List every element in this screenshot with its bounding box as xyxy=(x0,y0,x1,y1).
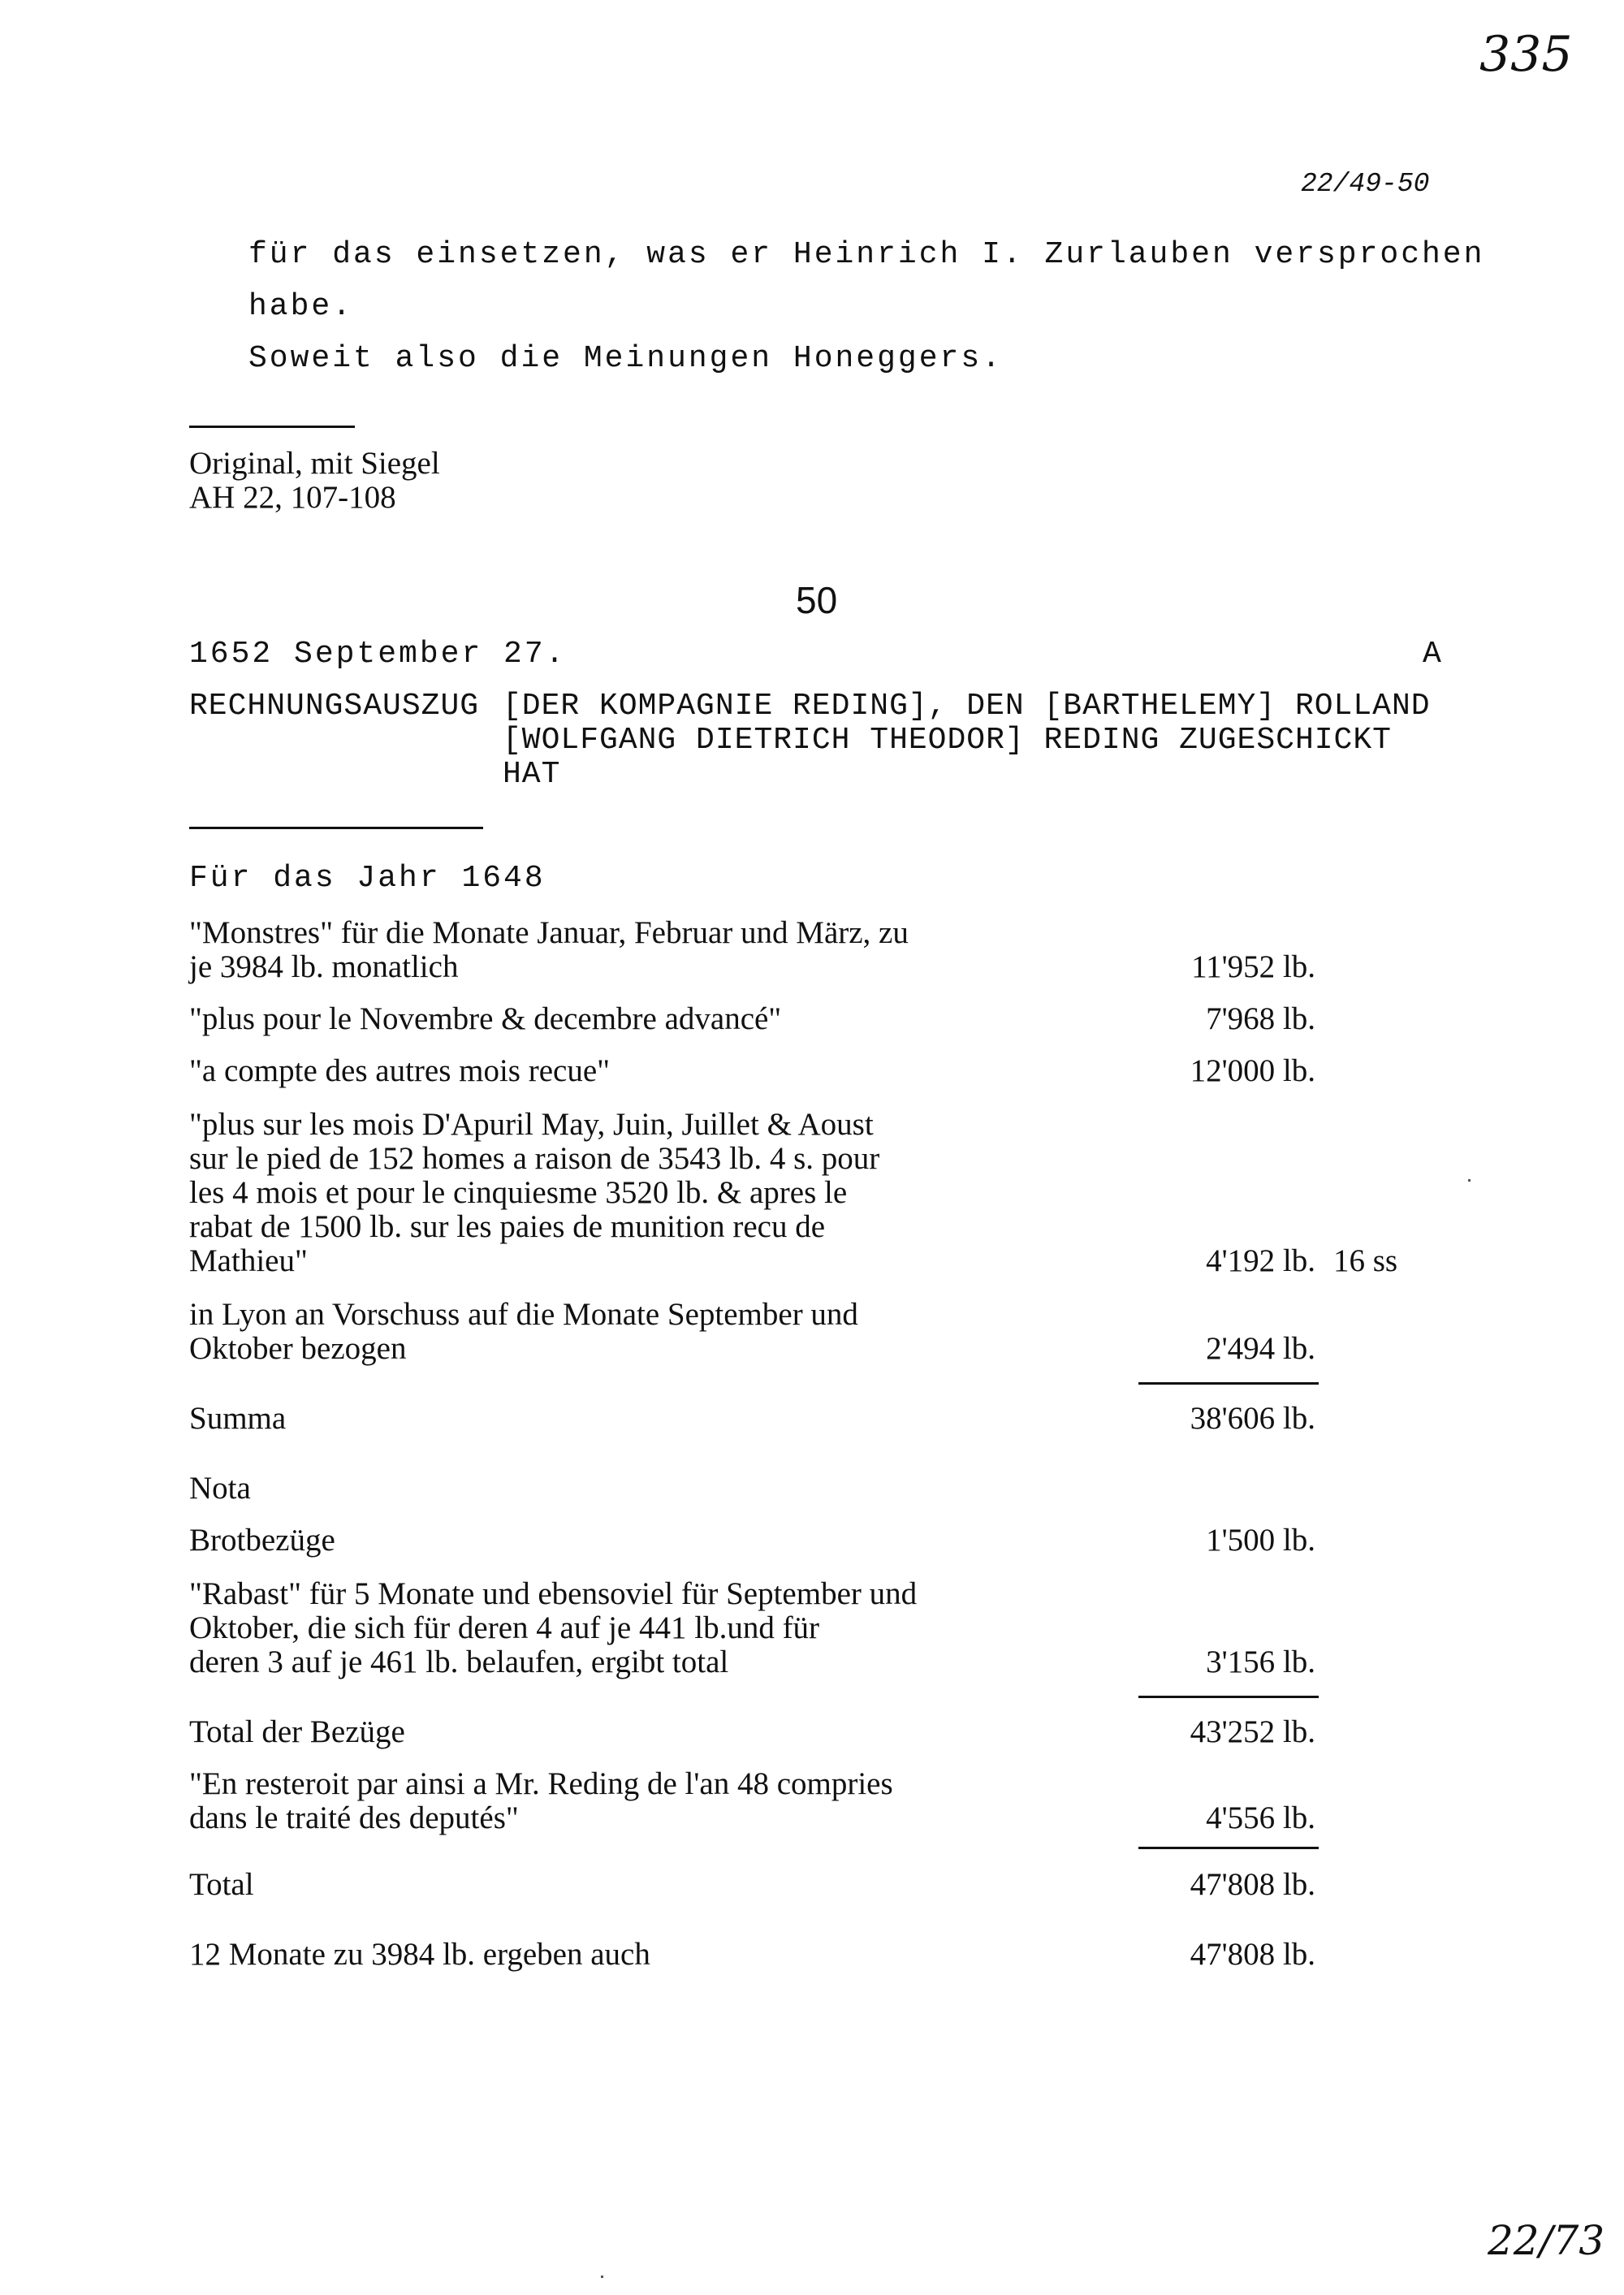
total-amount: 47'808 lb. xyxy=(1190,1867,1315,1902)
rabast-line: "Rabast" für 5 Monate und ebensoviel für September und xyxy=(189,1576,918,1611)
entry-line: rabat de 1500 lb. sur les paies de munition recu de xyxy=(189,1209,826,1244)
resteroit-amount: 4'556 lb. xyxy=(1206,1800,1315,1835)
entry-line: sur le pied de 152 homes a raison de 3543 lb. 4 s. pour xyxy=(189,1141,880,1176)
entry-amount: 2'494 lb. xyxy=(1206,1331,1315,1366)
continuation-line-2: habe. xyxy=(248,289,354,324)
summa-amount: 38'606 lb. xyxy=(1190,1401,1315,1436)
brot-amount: 1'500 lb. xyxy=(1206,1523,1315,1558)
resteroit-line: dans le traité des deputés" xyxy=(189,1800,519,1835)
check-label: 12 Monate zu 3984 lb. ergeben auch xyxy=(189,1937,650,1972)
year-heading: Für das Jahr 1648 xyxy=(189,861,546,896)
handwritten-page-number: 335 xyxy=(1479,26,1573,83)
entry-amount: 11'952 lb. xyxy=(1191,949,1315,984)
sum-rule xyxy=(1138,1847,1319,1849)
title-line-2: [WOLFGANG DIETRICH THEODOR] REDING ZUGESCHICKT xyxy=(503,723,1392,758)
entry-line: je 3984 lb. monatlich xyxy=(189,949,459,984)
total-label: Total xyxy=(189,1867,254,1902)
entry-amount: 7'968 lb. xyxy=(1206,1001,1315,1036)
rabast-line: Oktober, die sich für deren 4 auf je 441 lb.und für xyxy=(189,1610,820,1645)
separator-rule xyxy=(189,426,355,428)
entry-amount-shillings: 16 ss xyxy=(1333,1243,1398,1278)
title-line-1: [DER KOMPAGNIE REDING], DEN [BARTHELEMY] ROLLAND xyxy=(503,689,1431,724)
entry-line: "plus sur les mois D'Apuril May, Juin, Juillet & Aoust xyxy=(189,1107,874,1142)
source-note-line-2: AH 22, 107-108 xyxy=(189,480,396,515)
continuation-line-3: Soweit also die Meinungen Honeggers. xyxy=(248,341,1003,376)
entry-line: "plus pour le Novembre & decembre advancé" xyxy=(189,1001,782,1036)
total-bezuege-amount: 43'252 lb. xyxy=(1190,1714,1315,1749)
entry-line: Oktober bezogen xyxy=(189,1331,407,1366)
rabast-line: deren 3 auf je 461 lb. belaufen, ergibt total xyxy=(189,1645,729,1679)
entry-line: "Monstres" für die Monate Januar, Februar und März, zu xyxy=(189,915,909,950)
title-separator-rule xyxy=(189,827,483,829)
rabast-amount: 3'156 lb. xyxy=(1206,1645,1315,1679)
check-amount: 47'808 lb. xyxy=(1190,1937,1315,1972)
document-date: 1652 September 27. xyxy=(189,637,567,672)
entry-line: in Lyon an Vorschuss auf die Monate September und xyxy=(189,1297,858,1332)
continuation-line-1: für das einsetzen, was er Heinrich I. Zurlauben versprochen xyxy=(248,237,1485,272)
resteroit-line: "En resteroit par ainsi a Mr. Reding de l'an 48 compries xyxy=(189,1766,893,1801)
document-marker: A xyxy=(1423,637,1441,672)
entry-amount: 12'000 lb. xyxy=(1190,1053,1315,1088)
scan-speck xyxy=(601,2276,603,2278)
document-number: 50 xyxy=(796,579,838,621)
total-bezuege-label: Total der Bezüge xyxy=(189,1714,405,1749)
scan-speck xyxy=(1468,1179,1471,1182)
title-line-3: HAT xyxy=(503,757,561,792)
title-label: RECHNUNGSAUSZUG xyxy=(189,689,480,724)
handwritten-folio-number: 22/73 xyxy=(1488,2217,1605,2264)
entry-line: les 4 mois et pour le cinquiesme 3520 lb. & apres le xyxy=(189,1175,848,1210)
sum-rule xyxy=(1138,1382,1319,1385)
brot-label: Brotbezüge xyxy=(189,1523,335,1558)
summa-label: Summa xyxy=(189,1401,287,1436)
archive-reference: 22/49-50 xyxy=(1301,169,1430,199)
entry-amount: 4'192 lb. xyxy=(1206,1243,1315,1278)
source-note-line-1: Original, mit Siegel xyxy=(189,446,440,481)
entry-line: "a compte des autres mois recue" xyxy=(189,1053,611,1088)
sum-rule xyxy=(1138,1696,1319,1698)
entry-line: Mathieu" xyxy=(189,1243,308,1278)
nota-label: Nota xyxy=(189,1471,251,1506)
